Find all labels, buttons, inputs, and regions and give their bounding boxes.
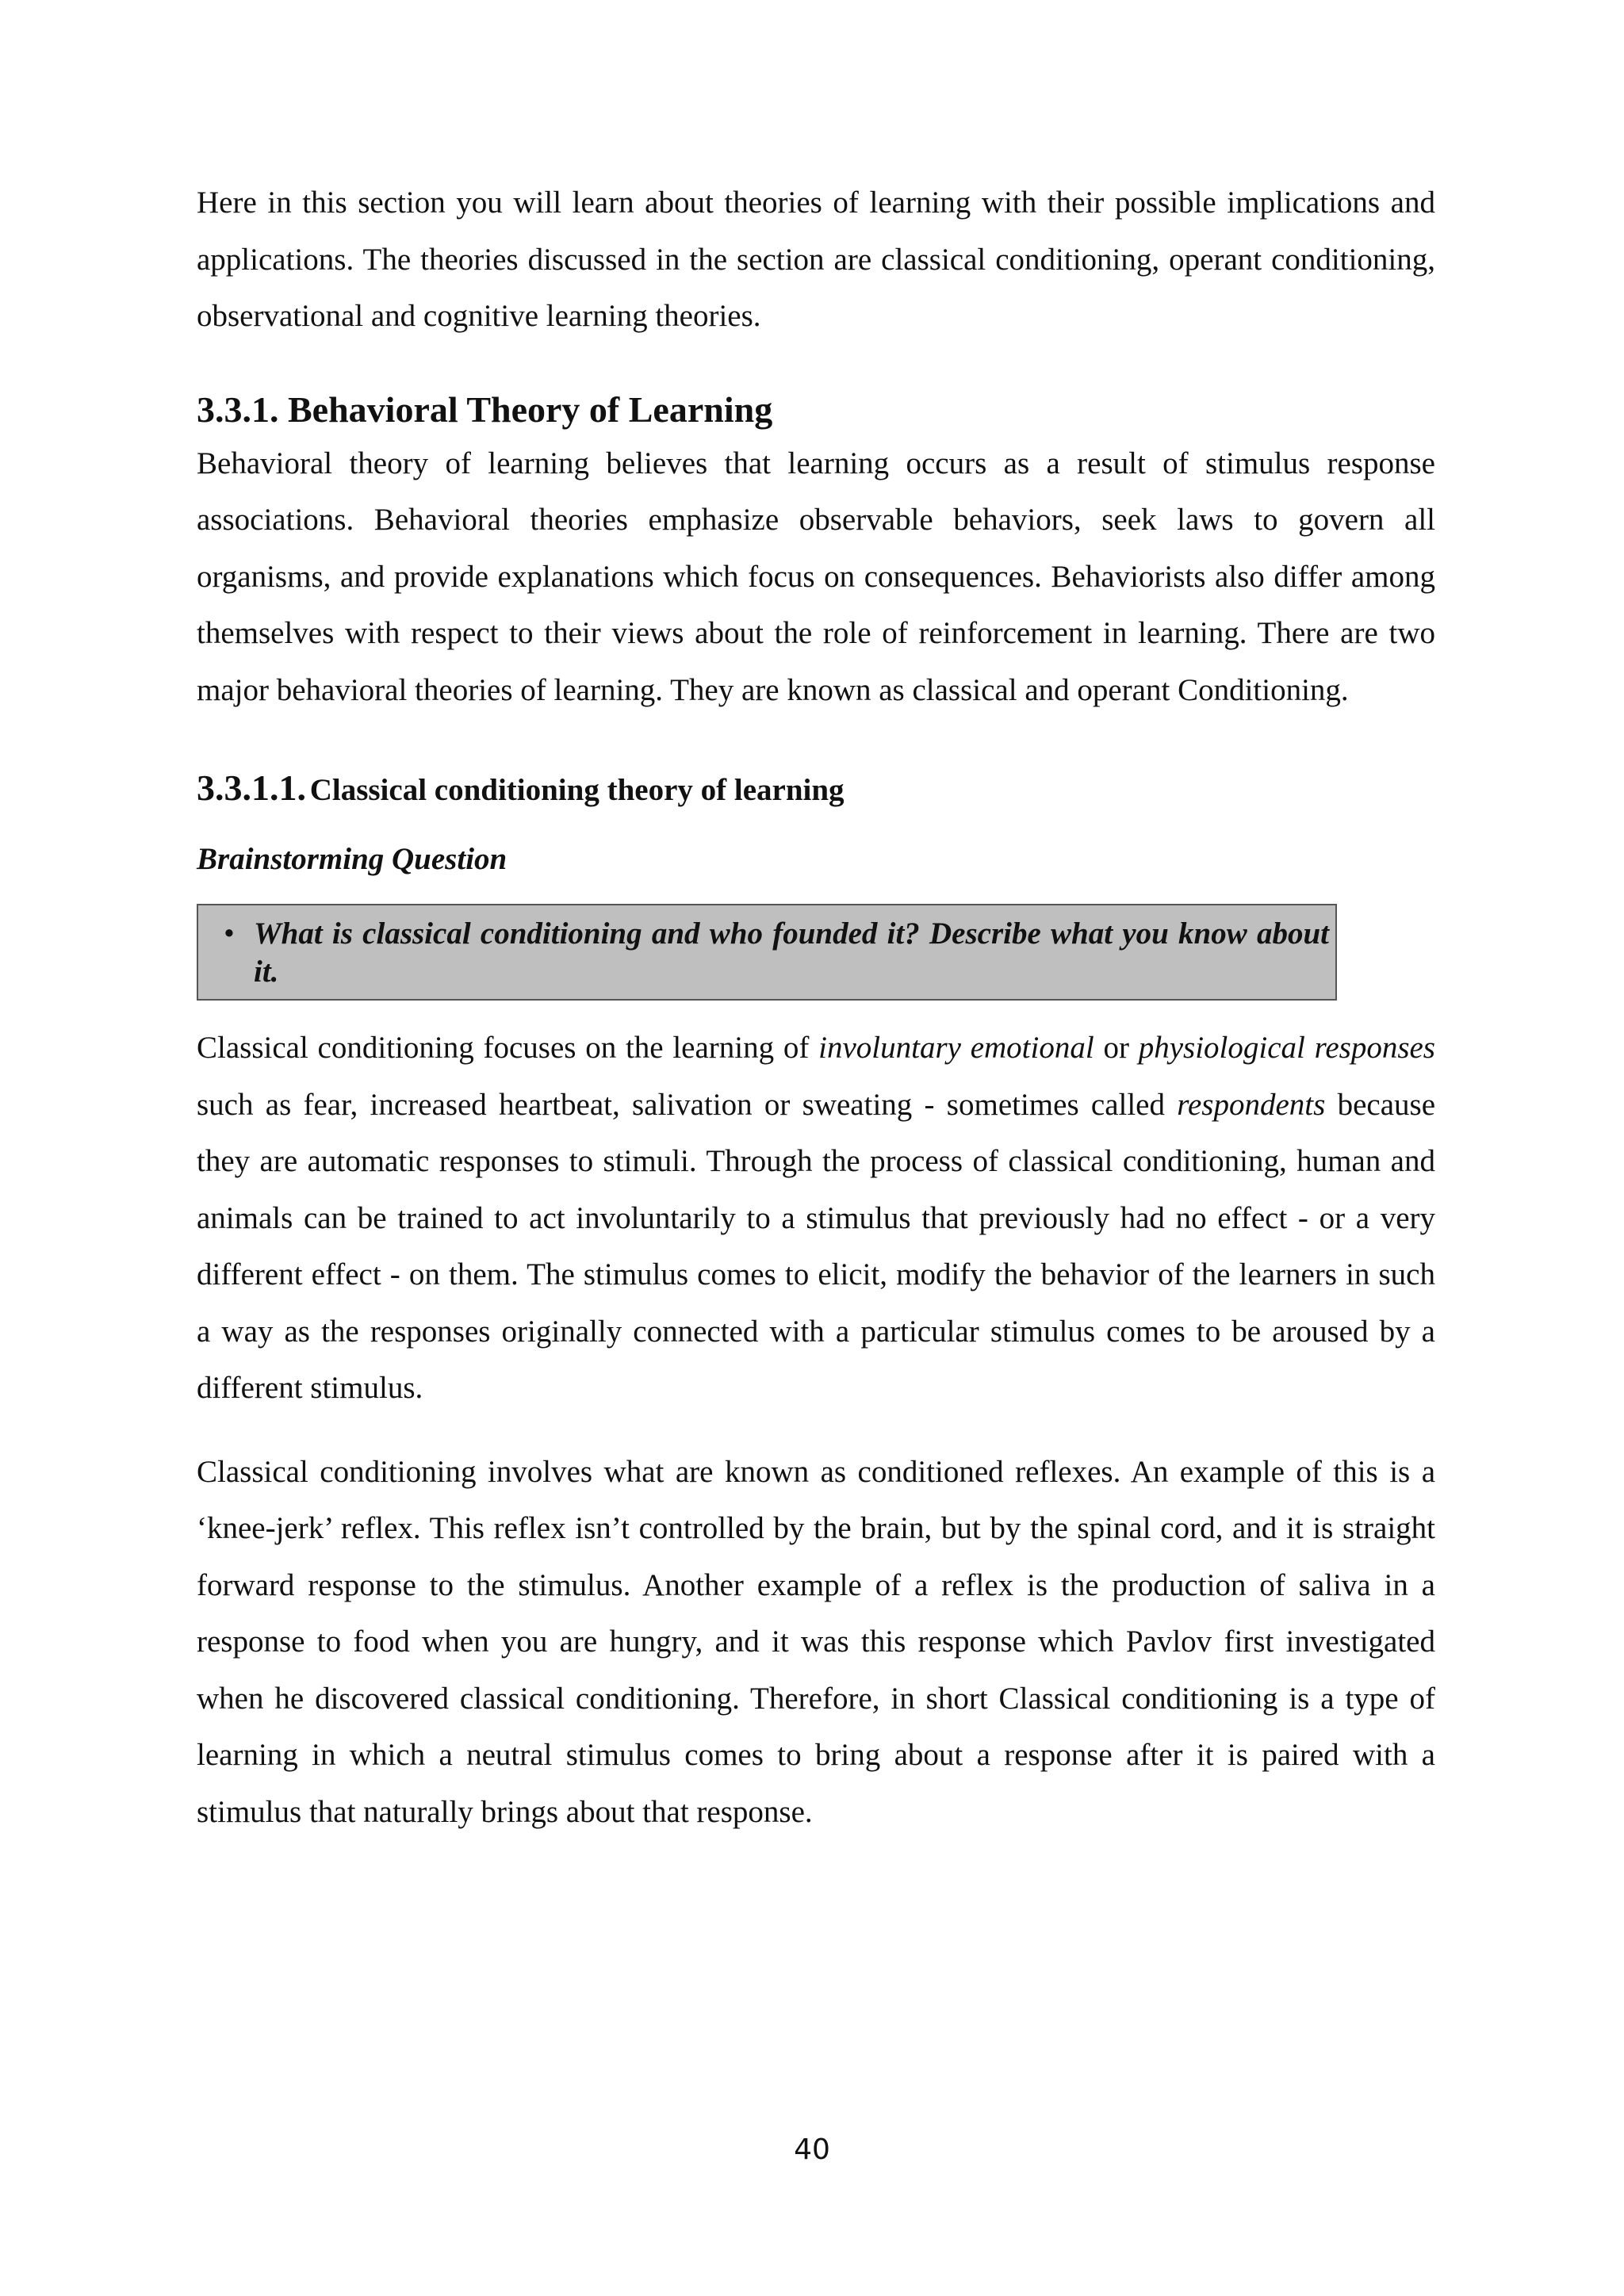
subsection-heading bbox=[197, 764, 1435, 820]
section-heading: 3.3.1. Behavioral Theory of Learning bbox=[197, 388, 773, 430]
classical-conditioning-paragraph bbox=[197, 1020, 1435, 1417]
brainstorming-label: Brainstorming Question bbox=[197, 842, 508, 876]
conditioned-reflexes-paragraph: Classical conditioning involves what are known as conditioned reflexes. An example of this is a ‘knee-jerk’ reflex. This reflex isn’t controlled by the brain, but by the spinal cord, and it is straight forward response to the stimulus. Another example of a reflex is the production of saliva in a response to food when you are hungry, and it was this response which Pavlov first investigated when he discovered classical conditioning. Therefore, in short Classical conditioning is a type of learning in which a neutral stimulus comes to bring about a response after it is paired with a stimulus that naturally brings about that response. bbox=[197, 1454, 1435, 1829]
para1-text-1: Classical conditioning focuses on the learning of bbox=[197, 1031, 819, 1065]
para1-italic-1: involuntary emotional bbox=[818, 1031, 1094, 1065]
subsection-number: 3.3.1.1. bbox=[197, 767, 306, 808]
intro-paragraph: Here in this section you will learn about theories of learning with their possible implications and applications. The theories discussed in the section are classical conditioning, operant conditioning, observational and cognitive learning theories. bbox=[197, 186, 1435, 333]
brainstorming-question-box bbox=[197, 904, 1337, 1001]
para1-text-2: or bbox=[1094, 1031, 1139, 1065]
para1-text-4: because they are automatic responses to stimuli. Through the process of classical conditioning, human and animals can be trained to act involuntarily to a stimulus that previously had no effect - or a very different effect - on them. The stimulus comes to elicit, modify the behavior of the learners in such a way as the responses originally connected with a particular stimulus comes to be aroused by a different stimulus. bbox=[197, 1087, 1435, 1405]
page-content bbox=[197, 174, 1435, 1840]
para1-text-3: such as fear, increased heartbeat, salivation or sweating - sometimes called bbox=[197, 1087, 1178, 1122]
brainstorming-question-text: What is classical conditioning and who founded it? Describe what you know about it. bbox=[254, 916, 1329, 989]
section-body-paragraph: Behavioral theory of learning believes that learning occurs as a result of stimulus response associations. Behavioral theories emphasize observable behaviors, seek laws to govern all organisms, and provide explanations which focus on consequences. Behaviorists also differ among themselves with respect to their views about the role of reinforcement in learning. There are two major behavioral theories of learning. They are known as classical and operant Conditioning. bbox=[197, 446, 1435, 707]
para1-italic-3: respondents bbox=[1177, 1087, 1326, 1122]
para1-italic-2: physiological responses bbox=[1138, 1031, 1435, 1065]
page-number: 40 bbox=[794, 2133, 830, 2166]
subsection-title: Classical conditioning theory of learning bbox=[309, 773, 845, 807]
bullet-icon: • bbox=[224, 916, 235, 951]
